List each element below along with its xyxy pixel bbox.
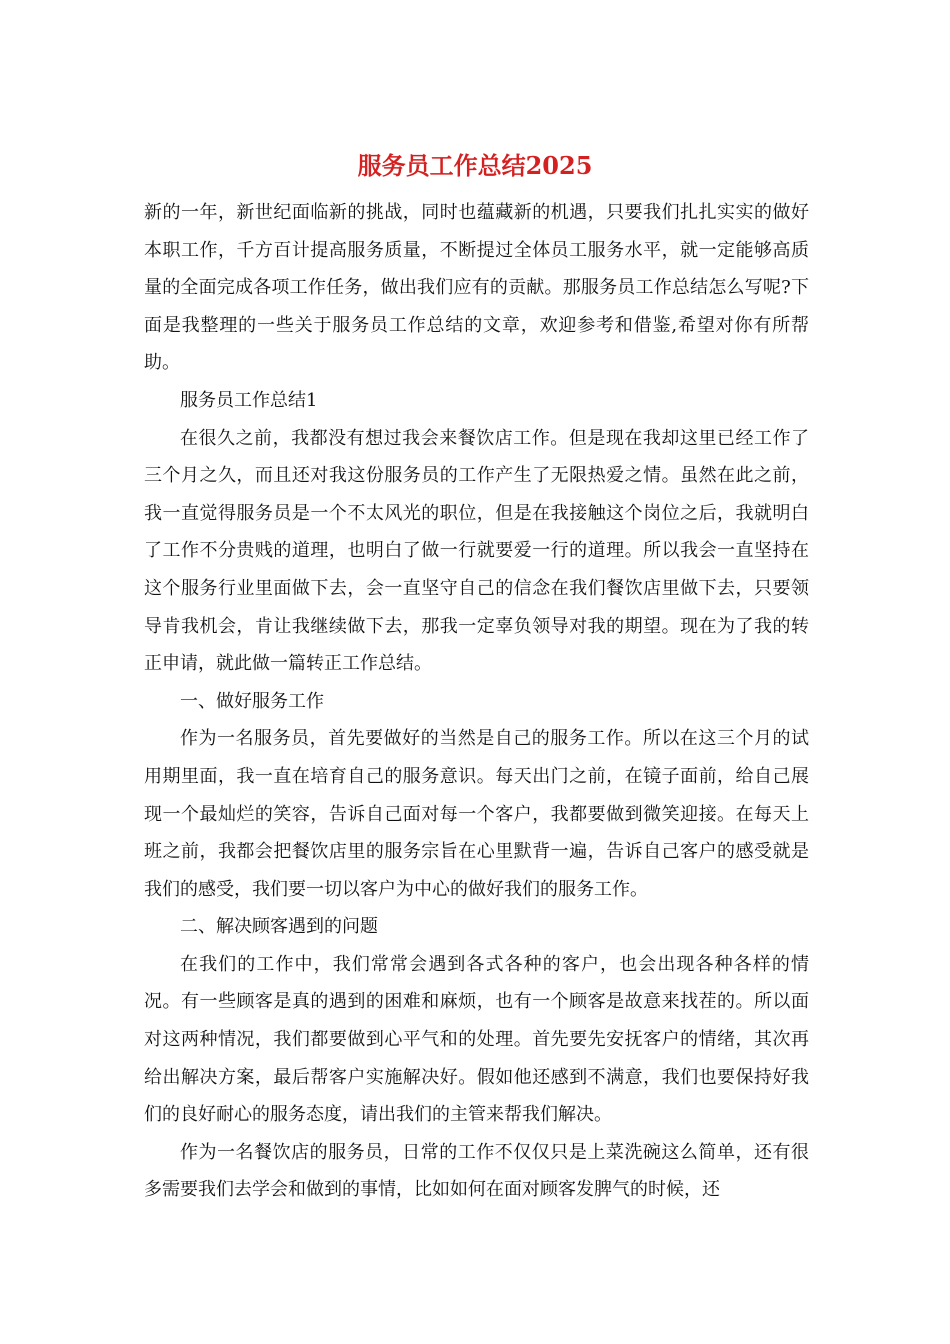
body-paragraph-1: 在很久之前，我都没有想过我会来餐饮店工作。但是现在我却这里已经工作了三个月之久，而且还对我这份服务员的工作产生了无限热爱之情。虽然在此之前，我一直觉得服务员是一个不太风光的职位，但是在我接触这个岗位之后，我就明白了工作不分贵贱的道理，也明白了做一行就要爱一行的道理。所以我会一直坚持在这个服务行业里面做下去，会一直坚守自己的信念在我们餐饮店里做下去，只要领导肯我机会，肯让我继续做下去，那我一定辜负领导对我的期望。现在为了我的转正申请，就此做一篇转正工作总结。 (144, 427, 809, 675)
body-paragraph-4: 作为一名餐饮店的服务员，日常的工作不仅仅只是上菜洗碗这么简单，还有很多需要我们去学会和做到的事情，比如如何在面对顾客发脾气的时候，还 (144, 1141, 809, 1201)
document-body (144, 194, 809, 1209)
subheading-2: 二、解决顾客遇到的问题 (180, 916, 378, 938)
body-paragraph-2: 作为一名服务员，首先要做好的当然是自己的服务工作。所以在这三个月的试用期里面，我一直在培育自己的服务意识。每天出门之前，在镜子面前，给自己展现一个最灿烂的笑容，告诉自己面对每一个客户，我都要做到微笑迎接。在每天上班之前，我都会把餐饮店里的服务宗旨在心里默背一遍，告诉自己客户的感受就是我们的感受，我们要一切以客户为中心的做好我们的服务工作。 (144, 728, 809, 900)
document-title: 服务员工作总结2025 (357, 151, 593, 180)
intro-paragraph: 新的一年，新世纪面临新的挑战，同时也蕴藏新的机遇，只要我们扎扎实实的做好本职工作，千方百计提高服务质量，不断提过全体员工服务水平，就一定能够高质量的全面完成各项工作任务，做出我们应有的贡献。那服务员工作总结怎么写呢?下面是我整理的一些关于服务员工作总结的文章，欢迎参考和借鉴,希望对你有所帮助。 (144, 202, 809, 374)
subheading-1: 一、做好服务工作 (180, 690, 324, 712)
body-paragraph-3: 在我们的工作中，我们常常会遇到各式各种的客户，也会出现各种各样的情况。有一些顾客是真的遇到的困难和麻烦，也有一个顾客是故意来找茬的。所以面对这两种情况，我们都要做到心平气和的处理。首先要先安抚客户的情绪，其次再给出解决方案，最后帮客户实施解决好。假如他还感到不满意，我们也要保持好我们的良好耐心的服务态度，请出我们的主管来帮我们解决。 (144, 953, 809, 1126)
section-heading-1: 服务员工作总结1 (180, 389, 318, 411)
